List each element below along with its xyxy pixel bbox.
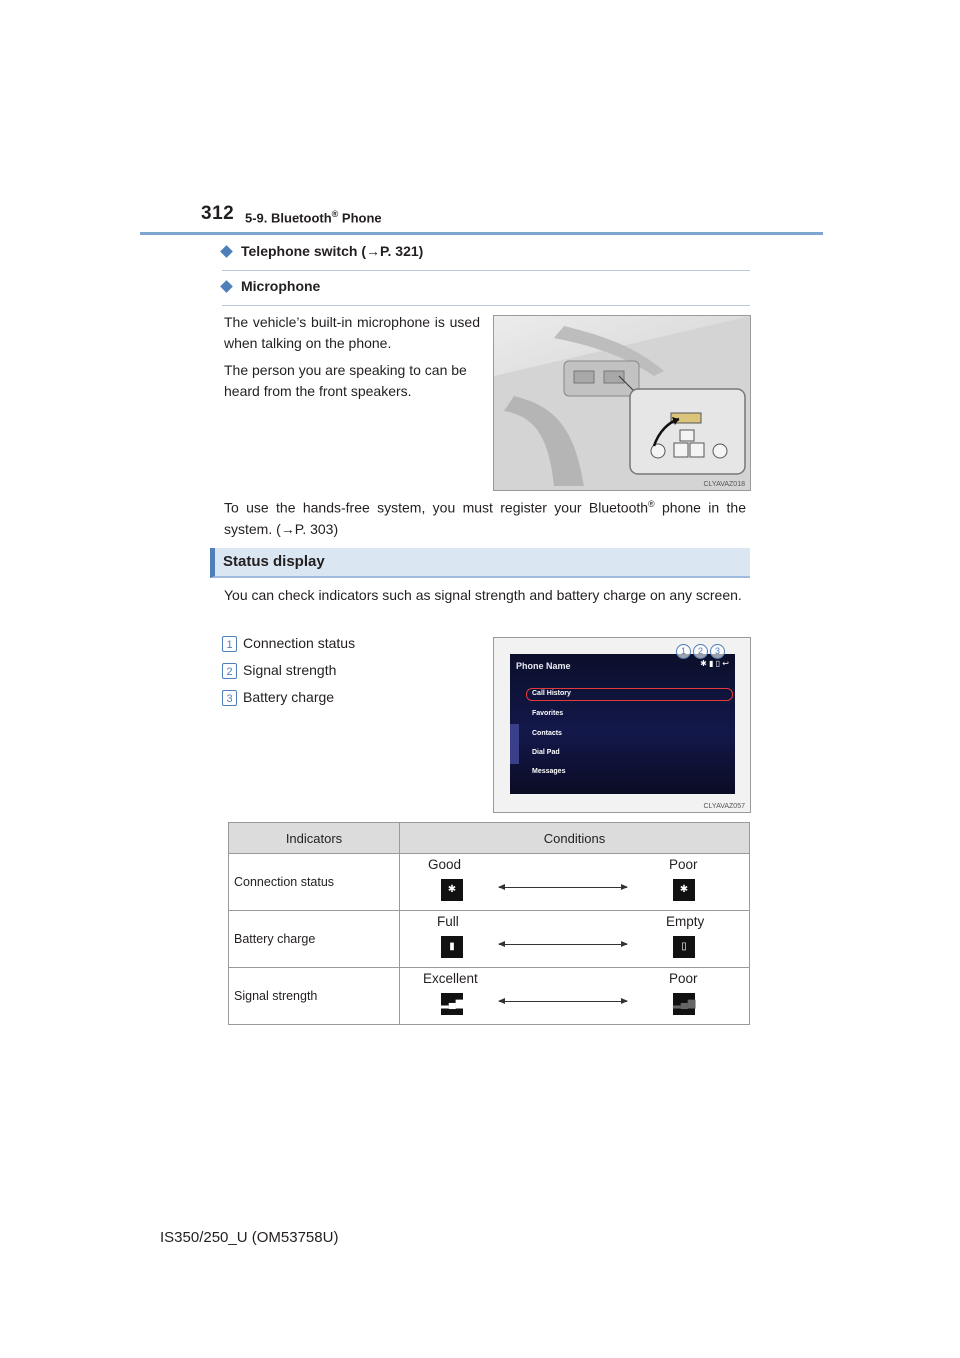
section-suffix: Phone bbox=[338, 210, 382, 226]
telephone-switch-heading bbox=[222, 242, 750, 271]
telephone-switch-link[interactable]: Telephone switch (→P. 321) bbox=[241, 243, 424, 259]
callout-2: 2 bbox=[693, 644, 708, 659]
condition-right: Poor bbox=[669, 857, 698, 872]
battery-full-icon: ▮ bbox=[441, 936, 463, 958]
status-display-intro: You can check indicators such as signal strength and battery charge on any screen. bbox=[224, 587, 742, 603]
section-title bbox=[245, 209, 382, 225]
footer-model: IS350/250_U (OM53758U) bbox=[160, 1229, 339, 1246]
phone-screen-illustration bbox=[493, 637, 751, 813]
condition-cell bbox=[400, 968, 750, 1025]
phone-name-label: Phone Name bbox=[516, 661, 571, 671]
menu-item-dial-pad: Dial Pad bbox=[532, 749, 560, 756]
number-marker: 3 bbox=[222, 690, 237, 706]
double-arrow-icon bbox=[499, 1001, 627, 1002]
number-marker: 2 bbox=[222, 663, 237, 679]
list-item-label: Signal strength bbox=[243, 662, 337, 678]
indicator-cell: Connection status bbox=[229, 854, 400, 911]
list-item-label: Battery charge bbox=[243, 689, 335, 705]
indicator-cell: Signal strength bbox=[229, 968, 400, 1025]
diamond-bullet-icon bbox=[220, 280, 233, 293]
registered-mark: ® bbox=[331, 209, 339, 219]
bluetooth-icon: ✱ bbox=[441, 879, 463, 901]
header-indicators: Indicators bbox=[229, 823, 400, 854]
number-marker: 1 bbox=[222, 636, 237, 652]
callout-1: 1 bbox=[676, 644, 691, 659]
phone-screen bbox=[510, 654, 735, 794]
menu-item-messages: Messages bbox=[532, 768, 566, 775]
registration-paragraph bbox=[224, 494, 746, 540]
status-display-heading-text: Status display bbox=[223, 553, 325, 570]
image-caption: CLYAVAZ018 bbox=[703, 481, 745, 488]
condition-left: Good bbox=[428, 857, 462, 872]
condition-cell bbox=[400, 854, 750, 911]
table-header-row bbox=[229, 823, 750, 854]
double-arrow-icon bbox=[499, 944, 627, 945]
indicator-table bbox=[228, 822, 750, 1025]
condition-right: Poor bbox=[669, 971, 698, 986]
microphone-illustration-drawing bbox=[494, 316, 750, 490]
page-number: 312 bbox=[201, 203, 235, 224]
signal-excellent-icon: ▂▄▆ bbox=[441, 993, 463, 1015]
registration-text-before: To use the hands-free system, you must register your Bluetooth bbox=[224, 499, 649, 516]
microphone-illustration bbox=[493, 315, 751, 491]
status-icons: ✱ ▮ ▯ ↩ bbox=[700, 659, 729, 668]
condition-left: Full bbox=[437, 914, 459, 929]
list-item-label: Connection status bbox=[243, 635, 356, 651]
section-prefix: 5-9. Bluetooth bbox=[245, 210, 332, 226]
image-caption: CLYAVAZ057 bbox=[703, 803, 745, 810]
menu-item-favorites: Favorites bbox=[532, 710, 564, 717]
side-tab bbox=[510, 724, 519, 764]
table-row bbox=[229, 854, 750, 911]
header-conditions: Conditions bbox=[400, 823, 750, 854]
microphone-heading bbox=[222, 277, 750, 306]
microphone-heading-text: Microphone bbox=[241, 278, 321, 294]
header-rule bbox=[140, 232, 823, 235]
menu-item-contacts: Contacts bbox=[532, 730, 562, 737]
battery-empty-icon: ▯ bbox=[673, 936, 695, 958]
microphone-paragraph-1: The vehicle’s built-in microphone is used when talking on the phone. bbox=[224, 314, 480, 351]
callout-3: 3 bbox=[710, 644, 725, 659]
microphone-paragraph-2: The person you are speaking to can be heard from the front speakers. bbox=[224, 362, 467, 399]
table-row bbox=[229, 968, 750, 1025]
registration-text-after: phone in the system. (→P. 303) bbox=[224, 499, 746, 537]
double-arrow-icon bbox=[499, 887, 627, 888]
status-display-heading bbox=[210, 548, 750, 578]
bluetooth-icon: ✱ bbox=[673, 879, 695, 901]
condition-left: Excellent bbox=[423, 971, 478, 986]
signal-poor-icon: ▂▄▆ bbox=[673, 993, 695, 1015]
registered-mark: ® bbox=[648, 499, 655, 509]
condition-cell bbox=[400, 911, 750, 968]
diamond-bullet-icon bbox=[220, 245, 233, 258]
menu-item-call-history: Call History bbox=[532, 690, 571, 697]
condition-right: Empty bbox=[666, 914, 705, 929]
indicator-cell: Battery charge bbox=[229, 911, 400, 968]
table-row bbox=[229, 911, 750, 968]
